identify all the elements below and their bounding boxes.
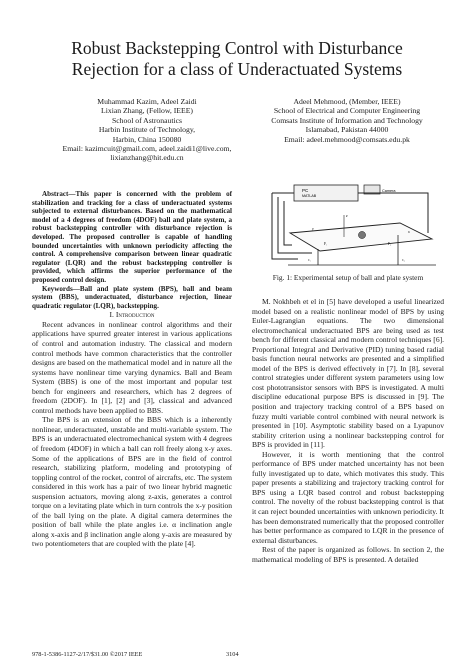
paper-title <box>30 38 444 80</box>
force1-label: F₁ <box>324 242 328 246</box>
author-line: Lixian Zhang, (Fellow, IEEE) <box>101 106 193 116</box>
title-line-1: Robust Backstepping Control with Disturbance <box>71 38 403 58</box>
pc-label: PC <box>302 188 309 193</box>
ball-icon <box>358 231 365 238</box>
author-line: Muhammad Kazim, Adeel Zaidi <box>97 97 197 106</box>
body-paragraph: However, it is worth mentioning that the control performance of BPS under matched uncertainty has not been fully investigated up to date, which motivates this study. This paper presents a stabilizing and trajectory tracking control for BPS using a LQR based control and robust backstepping control. The novelty of the robust backstepping control is that it can reject bounded uncertainties with unknown periodicity. It has been demonstrated numerically that the proposed controller has better performance as compared to LQR in the presence of external disturbances. <box>252 449 444 545</box>
abstract: Abstract—This paper is concerned with the problem of stabilization and tracking for a class of underactuated systems subjected to external disturbances. Based on the mathematical model of a 4 degrees of freedom (4DOF) ball and plate system, a robust backstepping controller with disturbance rejection is developed. The proposed controller is capable of handling bounded uncertainties with unknown periodicity affecting the control. A comprehensive comparison between linear quadratic regulator (LQR) and the robust backstepping controller is provided, which affirms the superior performance of the proposed control design. <box>32 190 232 284</box>
author-line: Email: adeel.mehmood@comsats.edu.pk <box>284 134 410 144</box>
author-line: School of Electrical and Computer Engineering <box>273 106 421 116</box>
ball-plate-figure <box>258 183 444 269</box>
c1-label: c₁ <box>308 258 311 262</box>
intro-paragraph: Recent advances in nonlinear control algorithms and their applications have spurred greater interest in various applications of control and automation industry. The classical and modern control methods have common characteristics that the controller designs are based on the mathematical model and in nature all the systems have nonlinear time varying dynamics. Ball and Beam System (BBS) is one of the most important and popular test bench for engineers and researchers, which has 2 degrees of freedom (2DOF). In [1], [2] and [3], classical and advanced control methods have been applied to BBS. <box>32 319 232 415</box>
z-axis-label: z <box>346 213 348 218</box>
footer-copyright: 978-1-5386-1127-2/17/$31.00 ©2017 IEEE <box>32 651 143 658</box>
author-line: Adeel Mehmood, (Member, IEEE) <box>293 97 401 106</box>
author-line: Harbin, China 150080 <box>112 134 182 144</box>
author-line: Harbin Institute of Technology, <box>98 125 196 135</box>
author-block-right <box>252 97 442 144</box>
camera-label: Camera <box>382 189 396 193</box>
pc-sub-label: MATLAB <box>302 194 317 198</box>
keywords: Keywords—Ball and plate system (BPS), ball and beam system (BBS), underactuated, disturbance rejection, linear quadratic regulator (LQR), backstepping. <box>32 284 232 310</box>
y-axis-label: y <box>312 226 314 231</box>
intro-paragraph: The BPS is an extension of the BBS which is a inherently nonlinear, underactuated, unstable and multi-variable system. The BPS is an underactuated electromechanical system with 4 degrees of freedom (4DOF) in which a ball can roll freely along x-y axes. Some of the applications of BPS are in the field of control research, stabilizing platform, modeling and prototyping of toppling control of the rocket, control of aircrafts, etc. The system considered in this work has a pair of two linear hybrid magnetic suspension actuators, moving along z-axis, generates a control torque on a levitating plate which in turn controls the x-y position of the ball lying on the plate. A digital camera determines the position of ball while the plate angles i.e. α inclination angle along x-axis and β inclination angle along y-axis are measured by two potentiometers that are coupled with the plate [4]. <box>32 415 232 549</box>
author-line: Email: kazimcuit@gmail.com, adeel.zaidi1@live.com, <box>62 144 232 154</box>
force2-label: F₂ <box>388 242 392 246</box>
c2-label: c₂ <box>402 258 405 262</box>
x-axis-label: x <box>408 229 410 234</box>
page-number: 3104 <box>226 651 239 658</box>
title-line-2: Rejection for a class of Underactuated Systems <box>71 59 403 79</box>
author-line: Islamabad, Pakistan 44000 <box>305 125 389 135</box>
figure-caption: Fig. 1: Experimental setup of ball and plate system <box>272 273 424 282</box>
left-column <box>32 190 232 549</box>
author-line: School of Astronautics <box>111 115 183 125</box>
author-line: Comsats Institute of Information and Technology <box>271 115 423 125</box>
body-paragraph: M. Nokhbeh et el in [5] have developed a useful linearized model based on a realistic nonlinear model of BPS by using Euler-Lagrangian equations. The two dimensional electromechanical underactuated BPS are being used as test bench for different classical and modern control techniques [6]. Proportional Integral and Derivative (PID) tuning based radial basis function neural networks are presented and a simplified model of the BPS is derived effectively in [7]. In [8], several control strategies under different system parameters using low cost phototransistor sensors with BPS is investigated. A multi discipline educational purpose BPS is discussed in [9]. The position and trajectory tracking control of a BPS based on fuzzy multi variable control combined with neural network is presented in [10]. Asymptotic stability based on a Lyapunov stability criterion using a nonlinear backstepping control for BPS is provided in [11]. <box>252 297 444 450</box>
author-block-left <box>58 97 236 163</box>
section-heading: I. Introduction <box>109 310 155 320</box>
right-column <box>252 297 444 564</box>
author-line: lixianzhang@hit.edu.cn <box>110 153 184 163</box>
body-paragraph: Rest of the paper is organized as follows. In section 2, the mathematical modeling of BPS is presented. A detailed <box>252 545 444 564</box>
